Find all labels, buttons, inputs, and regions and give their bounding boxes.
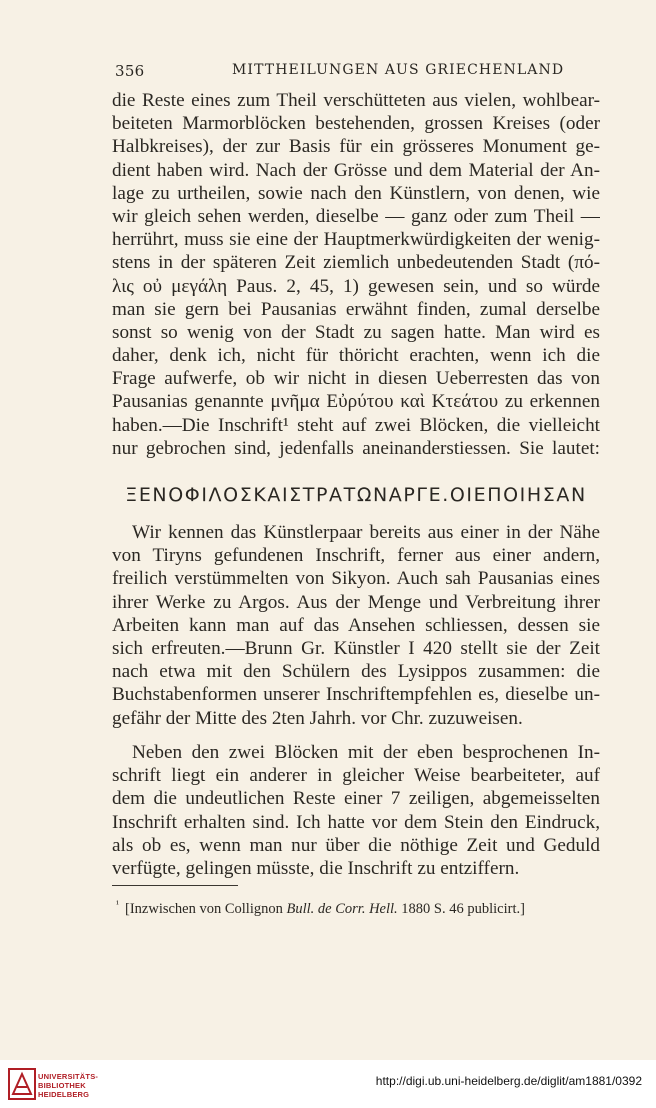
text-line: gefähr der Mitte des 2ten Jahrh. vor Chr. zuzuweisen. (112, 707, 523, 729)
text-line: Pausanias genannte μνῆμα Εὐρύτου καὶ Κτεάτου zu erkennen (112, 391, 600, 413)
text-line: λις οὐ μεγάλη Paus. 2, 45, 1) gewesen sein, und so würde (112, 275, 600, 297)
text-line: sich erfreuten.—Brunn Gr. Künstler I 420 stellt sie der Zeit (112, 637, 600, 659)
text-line: Halbkreises), der zur Basis für ein grösseres Monument ge- (112, 136, 600, 158)
footnote-mark: ¹ (116, 899, 119, 910)
text-line: verfügte, gelingen müsste, die Inschrift zu entziffern. (112, 857, 520, 879)
footnote-journal: Bull. de Corr. Hell. (286, 900, 398, 917)
footnote-text-after: 1880 S. 46 publicirt.] (397, 900, 525, 917)
text-line: Buchstabenformen unserer Inschriftempfehlen es, dieselbe un- (112, 684, 600, 706)
text-line: als ob es, wenn man nur über die nöthige Zeit und Geduld (112, 834, 600, 856)
text-line: Arbeiten kann man auf das Ansehen schliessen, dessen sie (112, 614, 600, 636)
permalink-url[interactable]: http://digi.ub.uni-heidelberg.de/diglit/am1881/0392 (375, 1074, 642, 1088)
library-line-1: UNIVERSITÄTS- (38, 1072, 99, 1081)
library-line-2: BIBLIOTHEK (38, 1081, 86, 1090)
text-line: stens in der späteren Zeit ziemlich unbedeutenden Stadt (πό- (112, 252, 600, 274)
text-line: die Reste eines zum Theil verschütteten aus vielen, wohlbear- (112, 90, 600, 111)
text-line: herrührt, muss sie eine der Hauptmerkwürdigkeiten der wenig- (112, 229, 600, 251)
text-line: freilich verstümmelten von Sikyon. Auch sah Pausanias eines (112, 568, 600, 590)
text-line: schrift liegt ein anderer in gleicher Weise bearbeiteter, auf (112, 765, 600, 787)
paragraph-2 (112, 521, 600, 730)
page-number: 356 (115, 62, 145, 80)
running-head (112, 62, 600, 84)
text-line: haben.—Die Inschrift¹ steht auf zwei Blöcken, die vielleicht (112, 414, 600, 436)
text-line: lage zu urtheilen, sowie nach den Künstlern, von denen, wie (112, 182, 600, 204)
footnote (116, 899, 600, 918)
text-line: Frage aufwerfe, ob wir nicht in diesen Ueberresten das von (112, 368, 600, 390)
text-line: dient haben wird. Nach der Grösse und dem Material der An- (112, 159, 600, 181)
library-name (38, 1072, 98, 1099)
library-line-3: HEIDELBERG (38, 1090, 90, 1099)
text-line: Wir kennen das Künstlerpaar bereits aus einer in der Nähe (132, 522, 600, 543)
footnote-text-before: [Inzwischen von Collignon (125, 900, 287, 917)
text-line: man sie gern bei Pausanias erwähnt finden, zumal derselbe (112, 298, 600, 320)
text-line: wir gleich sehen werden, dieselbe — ganz oder zum Theil — (112, 205, 600, 227)
text-line: ihrer Werke zu Argos. Aus der Menge und Verbreitung ihrer (112, 591, 600, 613)
running-title: MITTHEILUNGEN AUS GRIECHENLAND (232, 62, 565, 78)
text-line: nach etwa mit den Schülern des Lysippos zusammen: die (112, 661, 600, 683)
text-line: Inschrift erhalten sind. Ich hatte vor dem Stein den Eindruck, (112, 811, 600, 833)
footnote-rule (112, 885, 238, 886)
text-line: nur gebrochen sind, jedenfalls aneinanderstiessen. Sie lautet: (112, 437, 600, 459)
text-line: daher, denk ich, nicht für thöricht erachten, wenn ich die (112, 345, 600, 367)
digitization-footer (0, 1060, 656, 1108)
text-line: Neben den zwei Blöcken mit der eben besprochenen In- (132, 742, 600, 763)
text-line: beiteten Marmorblöcken bestehenden, grossen Kreises (oder (112, 113, 600, 135)
greek-inscription: ΞΕΝΟΦΙΛΟΣΚΑΙΣΤΡΑΤΩΝΑΡΓΕ.ΟΙΕΠΟΙΗΣΑΝ (125, 484, 587, 506)
text-line: von Tiryns gefundenen Inschrift, ferner aus einer andern, (112, 545, 600, 567)
paragraph-1 (112, 89, 600, 460)
university-library-logo-icon (8, 1068, 36, 1100)
paragraph-3 (112, 741, 600, 880)
text-line: dem die undeutlichen Reste einer 7 zeiligen, abgemeisselten (112, 788, 600, 810)
text-line: sonst so wenig von der Stadt zu sagen hatte. Man wird es (112, 321, 600, 343)
